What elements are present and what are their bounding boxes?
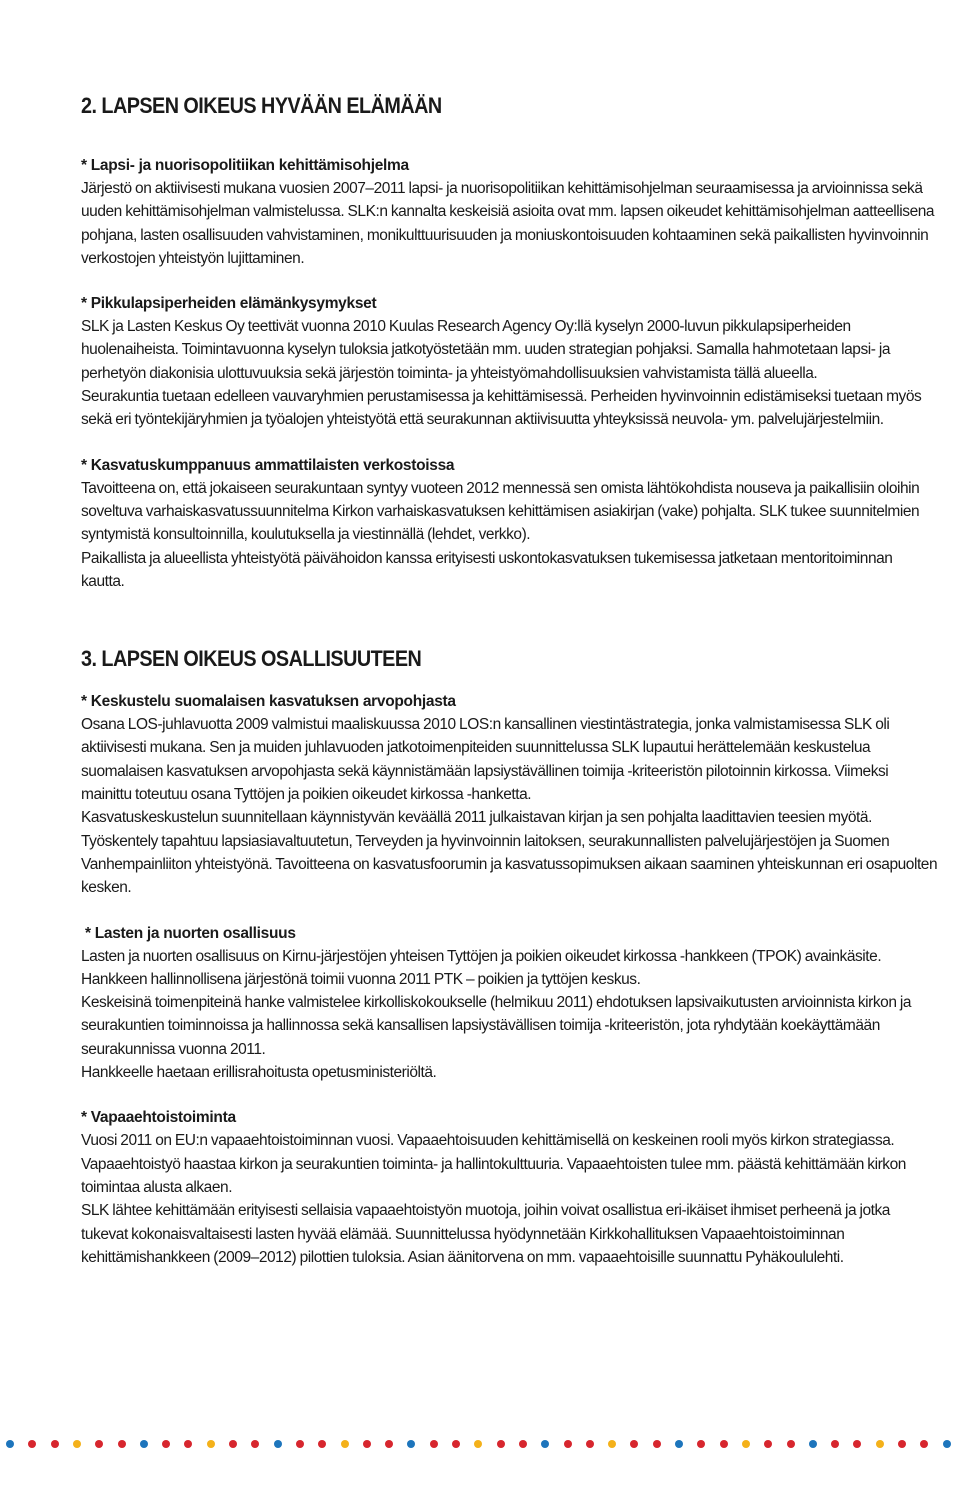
- decorative-dot-blue: [6, 1440, 14, 1448]
- paragraph: Hankkeelle haetaan erillisrahoitusta opetusministeriöltä.: [81, 1064, 437, 1082]
- paragraph: SLK ja Lasten Keskus Oy teettivät vuonna 2010 Kuulas Research Agency Oy:llä kyselyn 2000-luvun pikkulapsiperheiden huolenaiheista. Toimintavuonna kyselyn tuloksia jatkotyöstetään mm. uuden strategian pohjaksi. Samalla hahmotetaan lapsi- ja perhetyön diakonisia ulottuvuuksia sekä järjestön toiminta- ja yhteistyömahdollisuuksien vahvistamista tällä alueella.: [81, 318, 891, 382]
- decorative-dot-red: [586, 1440, 594, 1448]
- paragraph: Keskeisinä toimenpiteinä hanke valmistelee kirkolliskokoukselle (helmikuu 2011) ehdotuksen lapsivaikutusten arvioinnista kirkon ja seurakuntien toiminnoissa ja hallinnossa sekä kansallisen lapsiystävällisen toimija -kriteeristön, jota ryhdytään koekäyttämään seurakunnissa vuonna 2011.: [81, 994, 912, 1058]
- decorative-dot-red: [920, 1440, 928, 1448]
- decorative-dot-red: [118, 1440, 126, 1448]
- decorative-dot-red: [898, 1440, 906, 1448]
- paragraph: Kasvatuskeskustelun suunnitellaan käynnistyvän keväällä 2011 julkaistavan kirjan ja sen pohjalta laadittavien teesien myötä. Työskentely tapahtuu lapsiasiavaltuutetun, Terveyden ja hyvinvoinnin laitoksen, seurakunnallisten palvelujärjestöjen ja Suomen Vanhempainliiton yhteistyönä. Tavoitteena on kasvatusfoorumin ja kasvatussopimuksen aikaan saaminen yhteiskunnan eri osapuolten kesken.: [81, 809, 938, 897]
- decorative-dot-blue: [140, 1440, 148, 1448]
- decorative-dot-blue: [274, 1440, 282, 1448]
- subsection-title: * Lapsi- ja nuorisopolitiikan kehittämisohjelma: [81, 157, 409, 174]
- decorative-dot-red: [251, 1440, 259, 1448]
- decorative-dot-blue: [407, 1440, 415, 1448]
- decorative-dot-yellow: [341, 1440, 349, 1448]
- subsection-title: * Keskustelu suomalaisen kasvatuksen arvopohjasta: [81, 693, 456, 711]
- paragraph: Paikallista ja alueellista yhteistyötä päivähoidon kanssa erityisesti uskontokasvatuksen tukemisessa jatketaan mentoritoiminnan kautta.: [81, 549, 893, 590]
- subsection-title: * Pikkulapsiperheiden elämänkysymykset: [81, 295, 377, 313]
- decorative-dot-yellow: [474, 1440, 482, 1448]
- decorative-dot-red: [697, 1440, 705, 1448]
- section-heading-3: 3. LAPSEN OIKEUS OSALLISUUTEEN: [81, 646, 422, 672]
- paragraph: Hankkeen hallinnollisena järjestönä toimii vuonna 2011 PTK – poikien ja tyttöjen keskus.: [81, 970, 641, 988]
- decorative-dot-yellow: [742, 1440, 750, 1448]
- decorative-dot-red: [184, 1440, 192, 1448]
- decorative-dot-red: [430, 1440, 438, 1448]
- decorative-dot-red: [452, 1440, 460, 1448]
- subsection-vapaaehtoistoiminta: [81, 1106, 939, 1269]
- decorative-dot-red: [720, 1440, 728, 1448]
- paragraph: Osana LOS-juhlavuotta 2009 valmistui maaliskuussa 2010 LOS:n kansallinen viestintästrategia, jonka valmistamisessa SLK oli aktiivisesti mukana. Sen ja muiden juhlavuoden jatkotoimenpiteiden suunnittelussa SLK lupautui herättelemään keskustelua suomalaisen kasvatuksen arvopohjasta sekä käynnistämään lapsiystävällinen toimija -kriteeristön pilotoinnin kirkossa. Viimeksi mainittu toteutuu osana Tyttöjen ja poikien oikeudet kirkossa -hanketta.: [81, 716, 890, 804]
- decorative-dot-red: [363, 1440, 371, 1448]
- subsection-title: * Kasvatuskumppanuus ammattilaisten verkostoissa: [81, 456, 455, 474]
- decorative-dot-yellow: [73, 1440, 81, 1448]
- paragraph: Seurakuntia tuetaan edelleen vauvaryhmien perustamisessa ja kehittämisessä. Perheiden hyvinvoinnin edistämiseksi tuetaan myös sekä eri työntekijäryhmien ja työalojen yhteistyötä että seurakunnan aktiivisuutta yhteyksissä neuvola- ym. palvelujärjestelmiin.: [81, 388, 922, 429]
- decorative-dot-red: [519, 1440, 527, 1448]
- paragraph: Järjestö on aktiivisesti mukana vuosien 2007–2011 lapsi- ja nuorisopolitiikan kehittämisohjelman seuraamisessa ja arvioinnissa sekä uuden kehittämisohjelman valmistelussa. SLK:n kannalta keskeisiä asioita ovat mm. lapsen oikeudet kehittämisohjelman aatteellisena pohjana, lasten osallisuuden vahvistaminen, monikulttuurisuuden ja moniuskontoisuuden kohtaaminen sekä paikallisten hyvinvoinnin verkostojen yhteistyön lujittaminen.: [81, 180, 935, 267]
- decorative-dot-red: [162, 1440, 170, 1448]
- decorative-dot-yellow: [207, 1440, 215, 1448]
- decorative-dot-yellow: [876, 1440, 884, 1448]
- decorative-dot-red: [787, 1440, 795, 1448]
- subsection-arvopohja: [81, 690, 939, 899]
- subsection-osallisuus: [81, 922, 939, 1085]
- decorative-dot-red: [853, 1440, 861, 1448]
- decorative-dot-red: [296, 1440, 304, 1448]
- paragraph: Lasten ja nuorten osallisuus on Kirnu-järjestöjen yhteisen Tyttöjen ja poikien oikeudet kirkossa -hankkeen (TPOK) avainkäsite.: [81, 947, 882, 965]
- decorative-dot-blue: [943, 1440, 951, 1448]
- subsection-pikkulapsiperheet: [81, 292, 939, 431]
- subsection-kasvatuskumppanuus: [81, 454, 939, 593]
- decorative-dot-red: [630, 1440, 638, 1448]
- section-heading-2: 2. LAPSEN OIKEUS HYVÄÄN ELÄMÄÄN: [81, 93, 442, 118]
- decorative-dot-red: [95, 1440, 103, 1448]
- decorative-dot-red: [564, 1440, 572, 1448]
- decorative-dot-red: [28, 1440, 36, 1448]
- paragraph: SLK lähtee kehittämään erityisesti sellaisia vapaaehtoistyön muotoja, joihin voivat osallistua eri-ikäiset ihmiset perheenä ja jotka tukevat kokonaisvaltaisesti lasten hyvää elämää. Suunnittelussa hyödynnetään Kirkkohallituksen Vapaaehtoistoiminnan kehittämishankkeen (2009–2012) pilottien tuloksia. Asian äänitorvena on mm. vapaaehtoisille suunnattu Pyhäkoululehti.: [81, 1202, 890, 1266]
- decorative-dot-red: [385, 1440, 393, 1448]
- decorative-dot-red: [318, 1440, 326, 1448]
- decorative-dot-blue: [675, 1440, 683, 1448]
- paragraph: Vuosi 2011 on EU:n vapaaehtoistoiminnan vuosi. Vapaaehtoisuuden kehittämisellä on keskeinen rooli myös kirkon strategiassa. Vapaaehtoistyö haastaa kirkon ja seurakuntien toiminta- ja hallintokulttuuria. Vapaaehtoisten tulee mm. päästä kehittämään kirkon toimintaa alusta alkaen.: [81, 1132, 906, 1196]
- decorative-dot-red: [51, 1440, 59, 1448]
- decorative-dot-red: [831, 1440, 839, 1448]
- document-page: [81, 92, 939, 1269]
- decorative-dot-red: [497, 1440, 505, 1448]
- decorative-dot-yellow: [608, 1440, 616, 1448]
- decorative-dot-blue: [809, 1440, 817, 1448]
- decorative-dot-border: [0, 1437, 960, 1451]
- decorative-dot-red: [653, 1440, 661, 1448]
- subsection-title: * Lasten ja nuorten osallisuus: [81, 924, 296, 942]
- subsection-lapsi-nuorisopolitiikka: [81, 154, 939, 270]
- decorative-dot-red: [764, 1440, 772, 1448]
- paragraph: Tavoitteena on, että jokaiseen seurakuntaan syntyy vuoteen 2012 mennessä sen omista lähtökohdista nouseva ja paikallisiin oloihin soveltuva varhaiskasvatussuunnitelma Kirkon varhaiskasvatuksen kehittämisen asiakirjan (vake) pohjalta. SLK tukee suunnitelmien syntymistä konsultoinnilla, koulutuksella ja viestinnällä (lehdet, verkko).: [81, 479, 920, 544]
- decorative-dot-red: [229, 1440, 237, 1448]
- subsection-title: * Vapaaehtoistoiminta: [81, 1109, 236, 1127]
- decorative-dot-blue: [541, 1440, 549, 1448]
